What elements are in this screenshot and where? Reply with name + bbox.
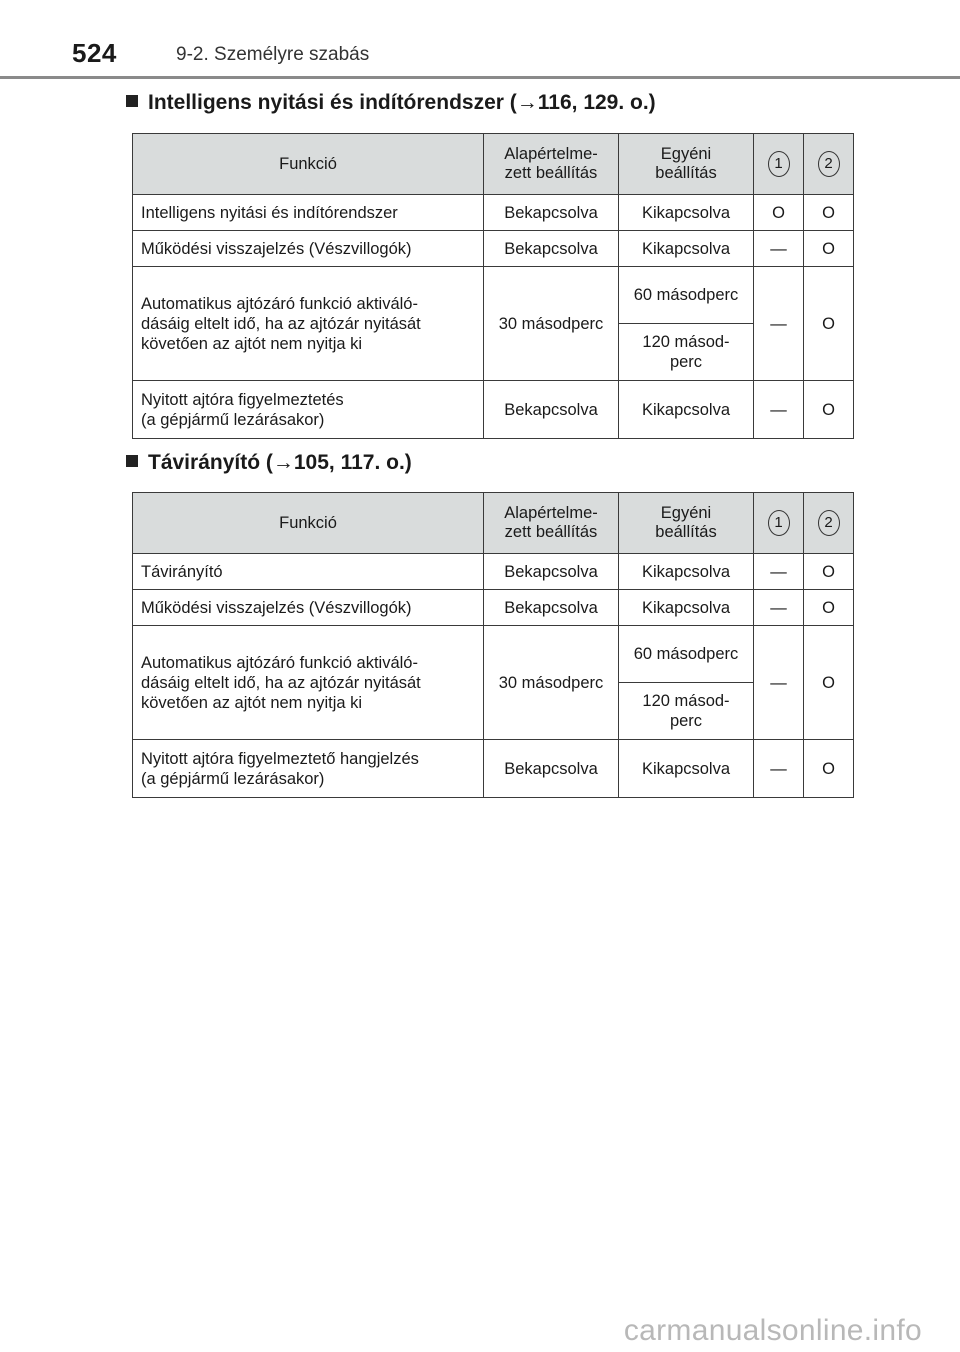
default-cell: Bekapcsolva [484, 740, 619, 798]
function-cell: Működési visszajelzés (Vészvillogók) [133, 231, 484, 267]
default-cell: Bekapcsolva [484, 381, 619, 439]
circled-number-icon: 2 [818, 510, 840, 536]
indicator-cell-2: O [804, 626, 854, 740]
indicator-cell-1: — [754, 267, 804, 381]
watermark: carmanualsonline.info [623, 1314, 922, 1347]
custom-cell: Kikapcsolva [619, 381, 754, 439]
column-header [804, 493, 854, 554]
header-divider [0, 76, 960, 79]
square-bullet-icon [126, 95, 138, 107]
table-row [133, 381, 854, 439]
function-cell: Működési visszajelzés (Vészvillogók) [133, 590, 484, 626]
default-cell: 30 másodperc [484, 267, 619, 381]
column-header [804, 134, 854, 195]
function-cell: Nyitott ajtóra figyelmeztetés (a gépjármű lezárásakor) [133, 381, 484, 439]
function-cell: Távirányító [133, 554, 484, 590]
indicator-cell-2: O [804, 267, 854, 381]
circled-number-icon: 2 [818, 151, 840, 177]
table-row [133, 626, 854, 683]
chapter-title: 9-2. Személyre szabás [176, 44, 370, 65]
function-cell: Nyitott ajtóra figyelmeztető hangjelzés (a gépjármű lezárásakor) [133, 740, 484, 798]
column-header: Alapértelme- zett beállítás [484, 493, 619, 554]
function-cell: Intelligens nyitási és indítórendszer [133, 195, 484, 231]
settings-table [132, 492, 854, 798]
column-header: Alapértelme- zett beállítás [484, 134, 619, 195]
column-header: Funkció [133, 493, 484, 554]
table-row [133, 195, 854, 231]
indicator-cell-1: O [754, 195, 804, 231]
settings-table [132, 133, 854, 439]
table-row [133, 554, 854, 590]
table-row [133, 231, 854, 267]
custom-cell: Kikapcsolva [619, 195, 754, 231]
table-row [133, 267, 854, 324]
custom-cell: Kikapcsolva [619, 740, 754, 798]
section-title: Távirányító (→105, 117. o.) [126, 451, 412, 475]
table-row [133, 590, 854, 626]
custom-cell: 60 másodperc [619, 267, 754, 324]
indicator-cell-1: — [754, 590, 804, 626]
function-cell: Automatikus ajtózáró funkció aktiváló- dásáig eltelt idő, ha az ajtózár nyitását követően az ajtót nem nyitja ki [133, 267, 484, 381]
indicator-cell-2: O [804, 195, 854, 231]
custom-cell: 120 másod- perc [619, 324, 754, 381]
indicator-cell-1: — [754, 381, 804, 439]
table-row [133, 740, 854, 798]
column-header [754, 134, 804, 195]
column-header: Egyéni beállítás [619, 134, 754, 195]
indicator-cell-2: O [804, 381, 854, 439]
circled-number-icon: 1 [768, 510, 790, 536]
arrow-right-icon: → [516, 91, 538, 114]
indicator-cell-1: — [754, 626, 804, 740]
default-cell: 30 másodperc [484, 626, 619, 740]
indicator-cell-2: O [804, 590, 854, 626]
circled-number-icon: 1 [768, 151, 790, 177]
column-header [754, 493, 804, 554]
default-cell: Bekapcsolva [484, 195, 619, 231]
default-cell: Bekapcsolva [484, 590, 619, 626]
indicator-cell-2: O [804, 554, 854, 590]
square-bullet-icon [126, 455, 138, 467]
section-title: Intelligens nyitási és indítórendszer (→116, 129. o.) [126, 91, 656, 115]
indicator-cell-2: O [804, 231, 854, 267]
custom-cell: 120 másod- perc [619, 683, 754, 740]
page-number: 524 [72, 38, 117, 68]
indicator-cell-1: — [754, 740, 804, 798]
function-cell: Automatikus ajtózáró funkció aktiváló- dásáig eltelt idő, ha az ajtózár nyitását követően az ajtót nem nyitja ki [133, 626, 484, 740]
indicator-cell-2: O [804, 740, 854, 798]
default-cell: Bekapcsolva [484, 554, 619, 590]
column-header: Funkció [133, 134, 484, 195]
indicator-cell-1: — [754, 554, 804, 590]
column-header: Egyéni beállítás [619, 493, 754, 554]
custom-cell: Kikapcsolva [619, 590, 754, 626]
custom-cell: Kikapcsolva [619, 554, 754, 590]
indicator-cell-1: — [754, 231, 804, 267]
page-header [0, 0, 960, 80]
custom-cell: 60 másodperc [619, 626, 754, 683]
default-cell: Bekapcsolva [484, 231, 619, 267]
arrow-right-icon: → [272, 451, 294, 474]
custom-cell: Kikapcsolva [619, 231, 754, 267]
